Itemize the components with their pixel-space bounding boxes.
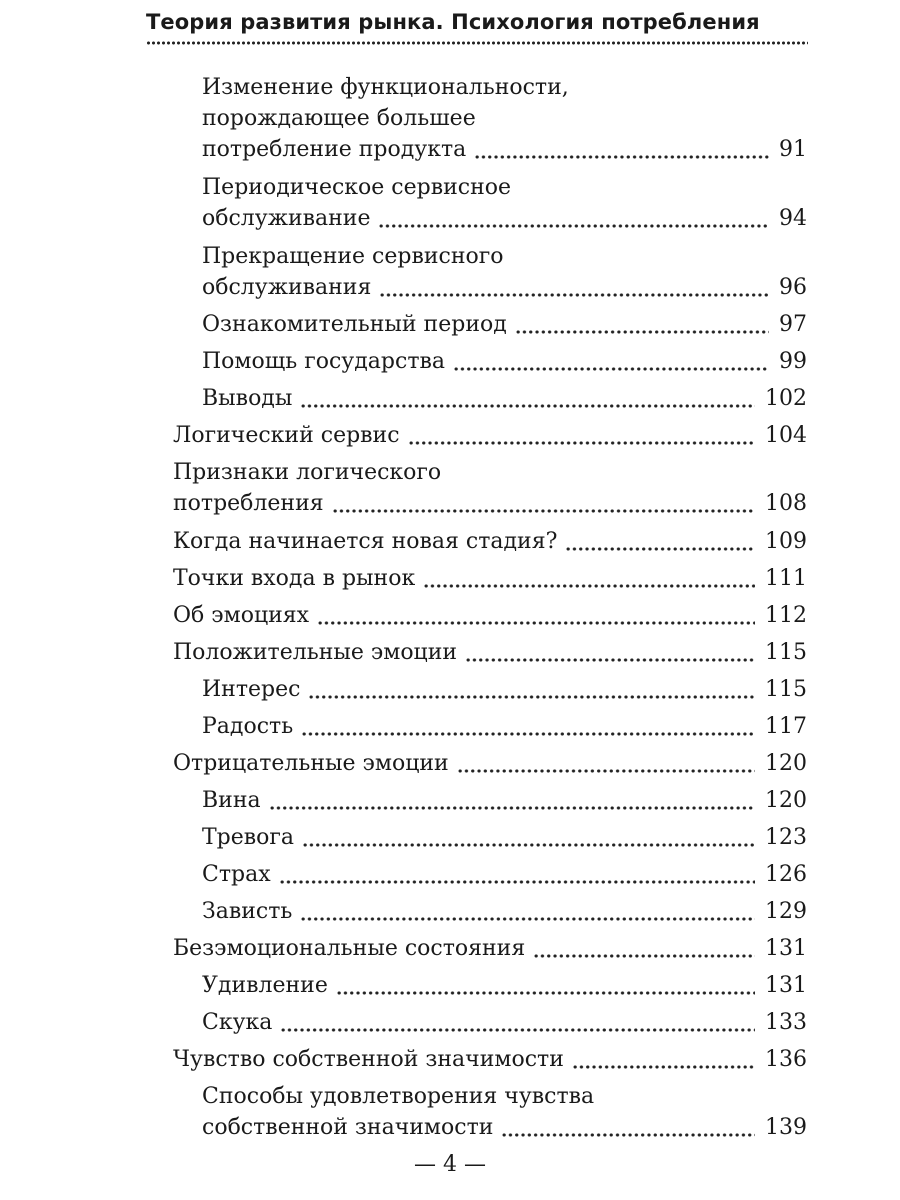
toc-entry-title: Безэмоциональные состояния <box>173 935 526 961</box>
dot-leader <box>501 1132 755 1138</box>
toc-entry-title: Ознакомительный период <box>202 312 507 337</box>
dot-leader <box>572 1064 755 1070</box>
toc-entry-row <box>202 896 807 927</box>
toc-entry-row <box>202 785 807 816</box>
toc-entry-row <box>202 309 807 340</box>
toc-entry-row <box>202 1007 807 1038</box>
dot-leader <box>308 694 755 700</box>
toc-entry-row <box>202 859 807 890</box>
toc-entry-title: Интерес <box>202 676 301 702</box>
toc-entry-title-line: Периодическое сервисное <box>202 175 512 200</box>
dot-leader <box>300 916 755 922</box>
toc-entry-row <box>173 563 807 594</box>
toc-entry <box>173 748 807 779</box>
dot-leader <box>300 403 755 409</box>
toc-entry-row <box>202 134 807 165</box>
toc-entry-row <box>173 488 807 519</box>
toc-entry-title: Положительные эмоции <box>173 639 458 665</box>
toc-entry <box>202 896 807 927</box>
toc-entry-title: Скука <box>202 1009 273 1035</box>
toc-page-number: 111 <box>765 565 807 591</box>
toc-entry-row <box>202 346 807 377</box>
toc-entry <box>173 637 807 668</box>
toc-page-number: 99 <box>779 349 807 374</box>
toc-entry <box>202 1081 807 1143</box>
dot-leader <box>279 879 755 885</box>
toc-entry <box>173 933 807 964</box>
dot-leader <box>269 805 755 811</box>
dot-leader <box>533 953 755 959</box>
dot-leader <box>457 768 755 774</box>
toc-page-number: 126 <box>765 861 807 887</box>
toc-page-number: 97 <box>779 312 807 337</box>
dot-leader <box>453 366 769 372</box>
toc-entry <box>202 346 807 377</box>
toc-entry-title: Чувство собственной значимости <box>173 1046 564 1072</box>
toc-entry-row <box>202 822 807 853</box>
dot-leader <box>317 620 755 626</box>
toc-entry-row <box>202 203 807 234</box>
toc-entry-title-line: Способы удовлетворения чувства <box>202 1083 595 1109</box>
toc-entry-title: собственной значимости <box>202 1114 494 1140</box>
toc-entry <box>173 420 807 451</box>
toc-page-number: 131 <box>765 935 807 961</box>
dot-leader <box>301 731 755 737</box>
toc-page-number: 129 <box>765 898 807 924</box>
toc-page-number: 123 <box>765 824 807 850</box>
dot-leader <box>474 154 769 160</box>
dot-leader <box>336 990 755 996</box>
toc-entry <box>202 822 807 853</box>
toc-page-number: 120 <box>765 750 807 776</box>
toc-entry <box>173 563 807 594</box>
toc-entry-row <box>202 711 807 742</box>
toc-entry-title: Точки входа в рынок <box>173 565 416 591</box>
toc-entry <box>173 600 807 631</box>
dot-leader <box>332 508 755 514</box>
toc-entry <box>202 383 807 414</box>
toc-entry-row <box>202 970 807 1001</box>
toc-entry-title-line: порождающее большее <box>202 106 476 131</box>
toc-entry-title-line: Признаки логического <box>173 460 442 485</box>
toc-entry-title: Удивление <box>202 972 328 998</box>
toc-page-number: 139 <box>765 1114 807 1140</box>
toc-entry-row <box>173 1044 807 1075</box>
toc-entry-row <box>173 526 807 557</box>
dot-leader <box>408 440 755 446</box>
toc-entry-title: Вина <box>202 787 261 813</box>
toc-entry-title: обслуживания <box>202 274 372 300</box>
toc-entry-title: Логический сервис <box>173 423 400 448</box>
toc-entry <box>202 72 807 165</box>
page-number: — 4 — <box>414 1152 486 1177</box>
toc-page-number: 136 <box>765 1046 807 1072</box>
toc-entry <box>202 970 807 1001</box>
dot-leader <box>280 1027 755 1033</box>
toc-entry-title-line: Изменение функциональности, <box>202 75 569 100</box>
toc-entry <box>202 859 807 890</box>
toc-entry-row <box>202 272 807 303</box>
toc-entry-title: Зависть <box>202 898 293 924</box>
toc-page-number: 96 <box>779 274 807 300</box>
toc-entry-title: Радость <box>202 713 294 739</box>
dot-leader <box>379 292 769 298</box>
toc-entry-row <box>202 1112 807 1143</box>
toc-entry-title: Тревога <box>202 824 295 850</box>
toc-page-number: 115 <box>765 639 807 665</box>
toc-entry-title: Отрицательные эмоции <box>173 750 449 776</box>
toc-entry-title: Помощь государства <box>202 349 445 374</box>
toc-entry-title: обслуживание <box>202 206 371 231</box>
toc-entry <box>173 1044 807 1075</box>
toc-entry-title-line: Прекращение сервисного <box>202 243 504 269</box>
toc-entry <box>202 711 807 742</box>
toc-entry-row <box>173 420 807 451</box>
toc-entry <box>202 674 807 705</box>
toc-entry-title: потребления <box>173 491 324 516</box>
toc-entry <box>202 241 807 303</box>
toc-page-number: 115 <box>765 676 807 702</box>
toc-entry-title: Когда начинается новая стадия? <box>173 528 558 554</box>
toc-page-number: 108 <box>765 491 807 516</box>
header-dotted-rule <box>146 40 808 46</box>
toc-page-number: 120 <box>765 787 807 813</box>
running-head: Теория развития рынка. Психология потребления <box>146 10 760 34</box>
toc-page-number: 109 <box>765 528 807 554</box>
toc-entry-title: потребление продукта <box>202 137 467 162</box>
toc-page-number: 102 <box>765 386 807 411</box>
toc-entry <box>202 172 807 234</box>
toc-entry <box>202 785 807 816</box>
dot-leader <box>423 583 755 589</box>
toc-entry <box>202 309 807 340</box>
toc-entry-title: Выводы <box>202 386 293 411</box>
toc-entry <box>202 1007 807 1038</box>
toc-page-number: 94 <box>779 206 807 231</box>
toc-entry-row <box>173 637 807 668</box>
toc-page-number: 91 <box>779 137 807 162</box>
toc-page-number: 104 <box>765 423 807 448</box>
dot-leader <box>565 546 755 552</box>
toc-entry-row <box>173 600 807 631</box>
toc-entry-row <box>202 674 807 705</box>
toc-entry-row <box>173 748 807 779</box>
toc-entry-row <box>173 933 807 964</box>
toc-page-number: 133 <box>765 1009 807 1035</box>
dot-leader <box>378 223 769 229</box>
toc-page-number: 112 <box>765 602 807 628</box>
dot-leader <box>302 842 755 848</box>
dot-leader <box>515 329 769 335</box>
toc-entry-title: Об эмоциях <box>173 602 310 628</box>
toc-entry <box>173 457 807 519</box>
toc-entry <box>173 526 807 557</box>
dot-leader <box>465 657 755 663</box>
toc-entry-row <box>202 383 807 414</box>
toc-entry-title: Страх <box>202 861 271 887</box>
toc-page-number: 117 <box>765 713 807 739</box>
toc-page-number: 131 <box>765 972 807 998</box>
